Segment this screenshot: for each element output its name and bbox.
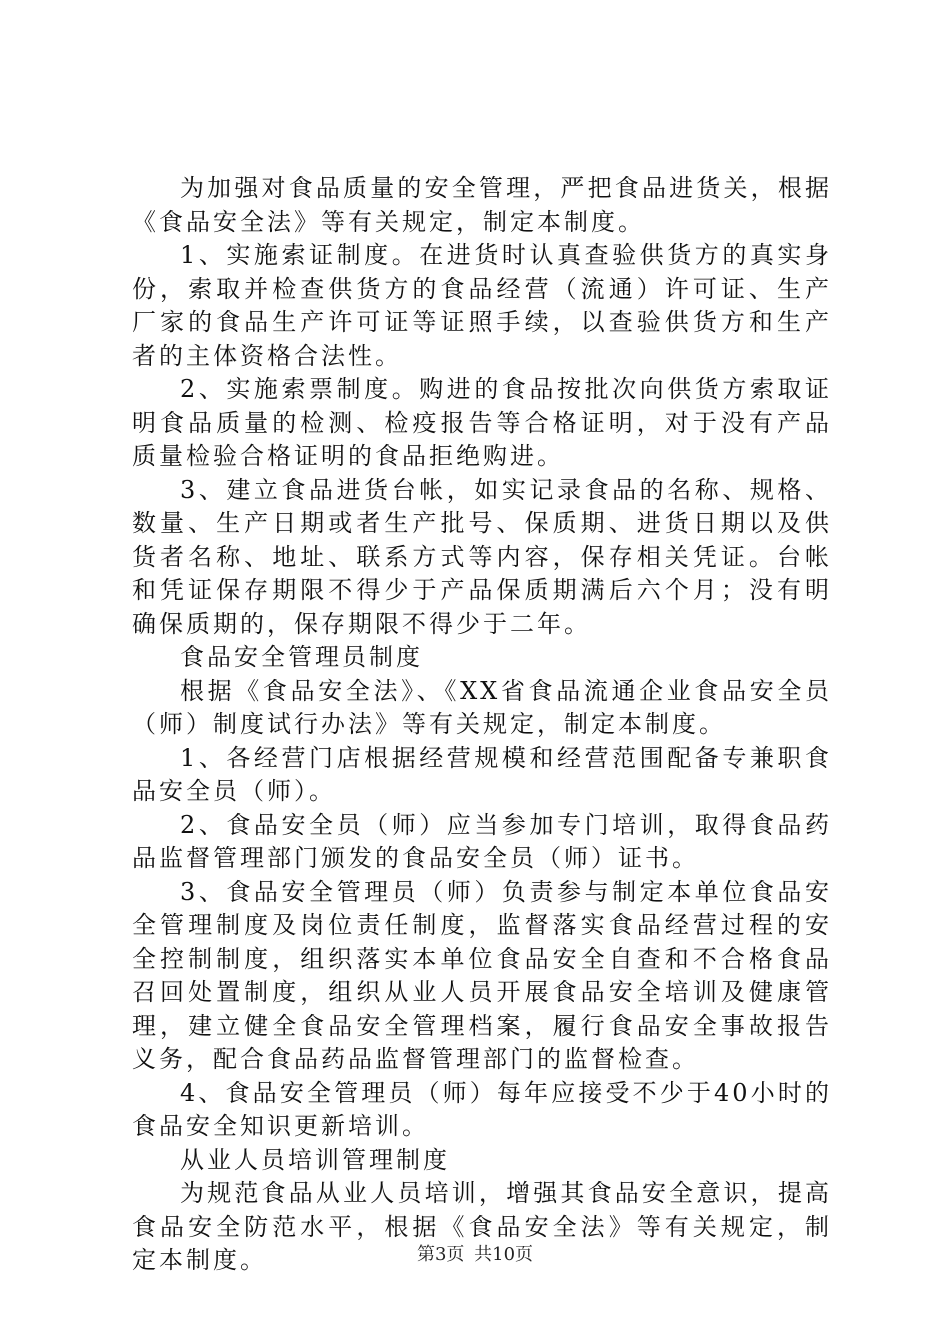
page-footer xyxy=(0,1240,950,1266)
rule-paragraph-1: 1、实施索证制度。在进货时认真查验供货方的真实身份，索取并检查供货方的食品经营（流通）许可证、生产厂家的食品生产许可证等证照手续，以查验供货方和生产者的主体资格合法性。 xyxy=(132,241,832,370)
safety-officer-rule-3: 3、食品安全管理员（师）负责参与制定本单位食品安全管理制度及岗位责任制度，监督落实食品经营过程的安全控制制度，组织落实本单位食品安全自查和不合格食品召回处置制度，组织从业人员开展食品安全培训及健康管理，建立健全食品安全管理档案，履行食品安全事故报告义务，配合食品药品监督管理部门的监督检查。 xyxy=(132,877,832,1073)
safety-officer-rule-4: 4、食品安全管理员（师）每年应接受不少于40小时的食品安全知识更新培训。 xyxy=(132,1078,832,1140)
section-heading-staff-training: 从业人员培训管理制度 xyxy=(180,1145,450,1174)
page-number: 第3页 xyxy=(416,1244,465,1265)
document-body xyxy=(132,172,832,1278)
rule-paragraph-2: 2、实施索票制度。购进的食品按批次向供货方索取证明食品质量的检测、检疫报告等合格证明，对于没有产品质量检验合格证明的食品拒绝购进。 xyxy=(132,375,832,470)
safety-officer-intro: 根据《食品安全法》、《XX省食品流通企业食品安全员（师）制度试行办法》等有关规定，制定本制度。 xyxy=(132,676,832,738)
rule-paragraph-3: 3、建立食品进货台帐，如实记录食品的名称、规格、数量、生产日期或者生产批号、保质期、进货日期以及供货者名称、地址、联系方式等内容，保存相关凭证。台帐和凭证保存期限不得少于产品保质期满后六个月；没有明确保质期的，保存期限不得少于二年。 xyxy=(132,475,832,638)
intro-paragraph: 为加强对食品质量的安全管理，严把食品进货关，根据《食品安全法》等有关规定，制定本制度。 xyxy=(132,174,832,236)
section-heading-safety-officer: 食品安全管理员制度 xyxy=(180,643,423,671)
page-total: 共10页 xyxy=(474,1244,534,1265)
safety-officer-rule-1: 1、各经营门店根据经营规模和经营范围配备专兼职食品安全员（师）。 xyxy=(132,743,832,805)
staff-training-intro: 为规范食品从业人员培训，增强其食品安全意识，提高食品安全防范水平，根据《食品安全法》等有关规定，制定本制度。 xyxy=(132,1179,832,1274)
safety-officer-rule-2: 2、食品安全员（师）应当参加专门培训，取得食品药品监督管理部门颁发的食品安全员（师）证书。 xyxy=(132,810,832,872)
